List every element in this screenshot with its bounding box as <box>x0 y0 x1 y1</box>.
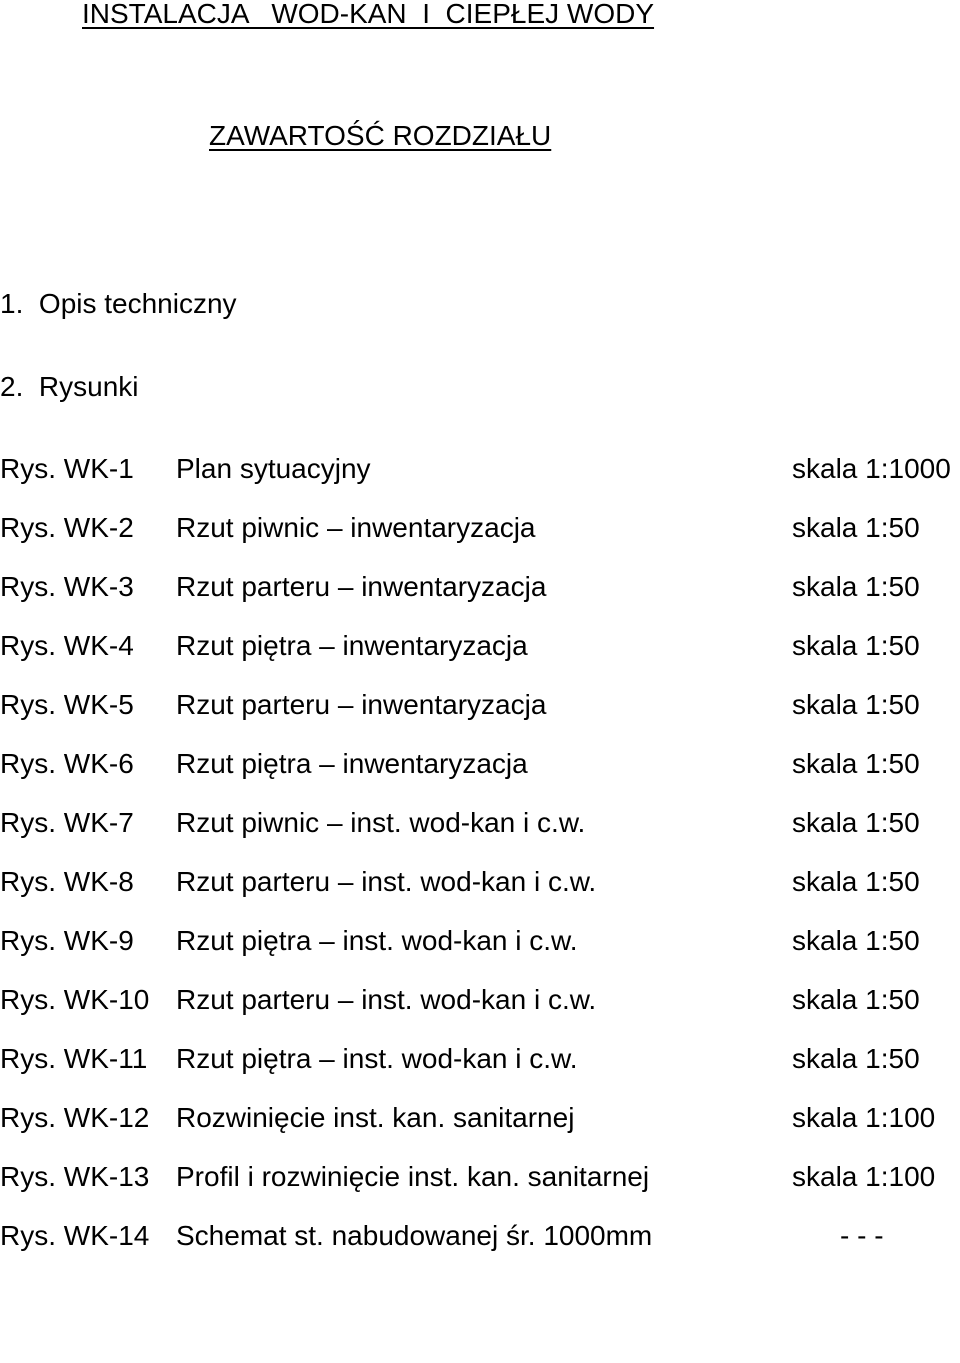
drawing-description: Profil i rozwinięcie inst. kan. sanitarnej <box>176 1161 650 1192</box>
drawing-row <box>0 1104 960 1163</box>
drawing-ref: Rys. WK-1 <box>0 453 134 484</box>
drawing-ref: Rys. WK-10 <box>0 984 150 1015</box>
drawing-ref: Rys. WK-14 <box>0 1220 150 1251</box>
drawing-ref: Rys. WK-12 <box>0 1102 150 1133</box>
drawing-ref: Rys. WK-11 <box>0 1043 148 1074</box>
drawing-ref: Rys. WK-6 <box>0 748 134 779</box>
outline-item-technical-description: 1. Opis techniczny <box>0 288 237 319</box>
drawing-description: Rzut piętra – inst. wod-kan i c.w. <box>176 925 578 956</box>
drawing-list <box>0 455 960 1281</box>
drawing-scale: skala 1:50 <box>792 512 920 543</box>
drawing-ref: Rys. WK-7 <box>0 807 134 838</box>
drawing-row <box>0 514 960 573</box>
drawing-row <box>0 1163 960 1222</box>
drawing-row <box>0 750 960 809</box>
drawing-row <box>0 927 960 986</box>
drawing-scale: skala 1:50 <box>792 807 920 838</box>
drawing-ref: Rys. WK-3 <box>0 571 134 602</box>
drawing-scale: skala 1:50 <box>792 984 920 1015</box>
drawing-scale: skala 1:50 <box>792 866 920 897</box>
drawing-description: Rzut parteru – inst. wod-kan i c.w. <box>176 984 597 1015</box>
drawing-ref: Rys. WK-2 <box>0 512 134 543</box>
drawing-ref: Rys. WK-9 <box>0 925 134 956</box>
drawing-description: Rzut parteru – inwentaryzacja <box>176 689 547 720</box>
drawing-row <box>0 1045 960 1104</box>
drawing-description: Rzut piwnic – inst. wod-kan i c.w. <box>176 807 586 838</box>
drawing-description: Rzut piętra – inwentaryzacja <box>176 630 528 661</box>
drawing-scale: skala 1:100 <box>792 1161 936 1192</box>
drawing-scale: skala 1:50 <box>792 689 920 720</box>
drawing-scale: skala 1:50 <box>792 1043 920 1074</box>
drawing-description: Rzut parteru – inwentaryzacja <box>176 571 547 602</box>
drawing-ref: Rys. WK-8 <box>0 866 134 897</box>
drawing-row <box>0 573 960 632</box>
drawing-scale: skala 1:50 <box>792 925 920 956</box>
drawing-ref: Rys. WK-13 <box>0 1161 150 1192</box>
drawing-scale: skala 1:50 <box>792 571 920 602</box>
drawing-scale: skala 1:50 <box>792 630 920 661</box>
drawing-description: Rzut parteru – inst. wod-kan i c.w. <box>176 866 597 897</box>
section-title: ZAWARTOŚĆ ROZDZIAŁU <box>209 120 552 151</box>
drawing-row <box>0 1222 960 1281</box>
main-title: INSTALACJA WOD-KAN I CIEPŁEJ WODY <box>82 0 655 29</box>
drawing-scale: skala 1:50 <box>792 748 920 779</box>
drawing-description: Rzut piwnic – inwentaryzacja <box>176 512 536 543</box>
drawing-row <box>0 809 960 868</box>
drawing-description: Rozwinięcie inst. kan. sanitarnej <box>176 1102 575 1133</box>
drawing-scale: skala 1:1000 <box>792 453 951 484</box>
drawing-description: Rzut piętra – inwentaryzacja <box>176 748 528 779</box>
drawing-ref: Rys. WK-5 <box>0 689 134 720</box>
drawing-description: Plan sytuacyjny <box>176 453 371 484</box>
drawing-row <box>0 632 960 691</box>
drawing-row <box>0 986 960 1045</box>
drawing-description: Rzut piętra – inst. wod-kan i c.w. <box>176 1043 578 1074</box>
outline-item-drawings: 2. Rysunki <box>0 371 139 402</box>
drawing-scale: skala 1:100 <box>792 1102 936 1133</box>
drawing-row <box>0 455 960 514</box>
drawing-row <box>0 868 960 927</box>
drawing-scale: - - - <box>840 1220 884 1251</box>
drawing-row <box>0 691 960 750</box>
drawing-ref: Rys. WK-4 <box>0 630 134 661</box>
drawing-description: Schemat st. nabudowanej śr. 1000mm <box>176 1220 653 1251</box>
